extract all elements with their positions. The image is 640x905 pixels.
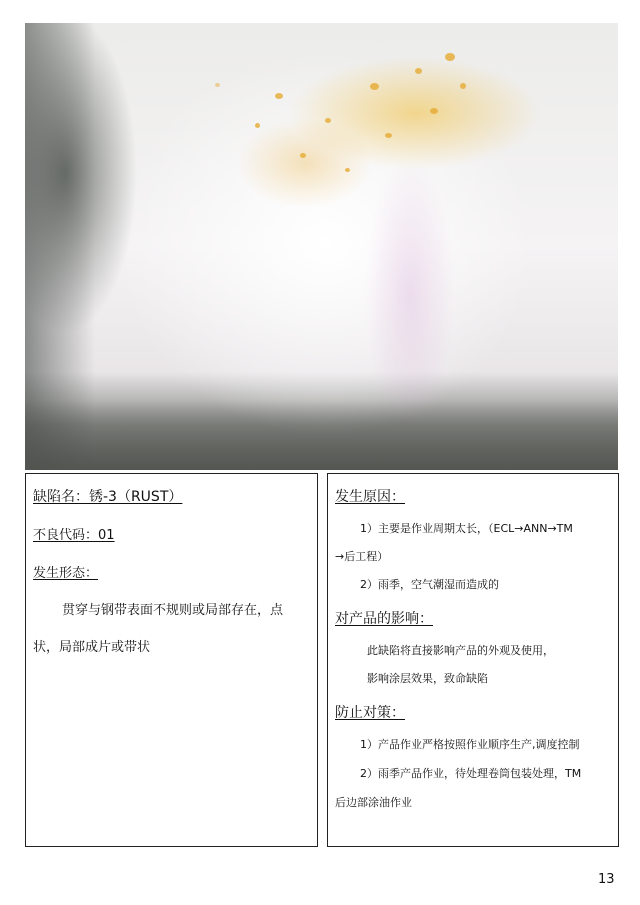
page-number: 13 (598, 872, 615, 887)
form-title: 发生形态： (33, 566, 99, 581)
rust-speck (415, 68, 422, 74)
rust-speck (385, 133, 392, 138)
rust-speck (215, 83, 220, 87)
rust-speck (445, 53, 455, 61)
rust-speck (430, 108, 438, 114)
rust-speck (345, 168, 350, 172)
prevention-item-2-cont: 后边部涂油作业 (335, 796, 412, 809)
rust-speck (460, 83, 466, 89)
rust-speck (300, 153, 306, 158)
form-description-line1: 贯穿与钢带表面不规则或局部存在，点 (62, 603, 284, 618)
impact-line-1: 此缺陷将直接影响产品的外观及使用， (367, 644, 554, 657)
impact-line-2: 影响涂层效果，致命缺陷 (367, 672, 488, 685)
cause-item-1-cont: →后工程） (335, 550, 389, 563)
prevention-item-1: 1）产品作业严格按照作业顺序生产,调度控制 (360, 738, 580, 751)
rust-speck (275, 93, 283, 99)
cause-item-2: 2）雨季，空气潮湿而造成的 (360, 578, 499, 591)
rust-defect-photo (25, 23, 618, 470)
cause-title: 发生原因： (335, 489, 405, 505)
prevention-item-2: 2）雨季产品作业，待处理卷筒包装处理，TM (360, 767, 582, 780)
cause-item-1: 1）主要是作业周期太长，（ECL→ANN→TM (360, 522, 573, 535)
impact-title: 对产品的影响： (335, 611, 433, 627)
defect-code: 不良代码：01 (33, 528, 115, 543)
photo-shadow-bottom (25, 400, 618, 470)
prevention-title: 防止对策： (335, 705, 405, 721)
rust-speck (255, 123, 260, 128)
defect-name: 缺陷名：锈-3（RUST） (33, 489, 183, 505)
form-description-line2: 状，局部成片或带状 (33, 640, 151, 655)
rust-speck (370, 83, 379, 90)
rust-speck (325, 118, 331, 123)
